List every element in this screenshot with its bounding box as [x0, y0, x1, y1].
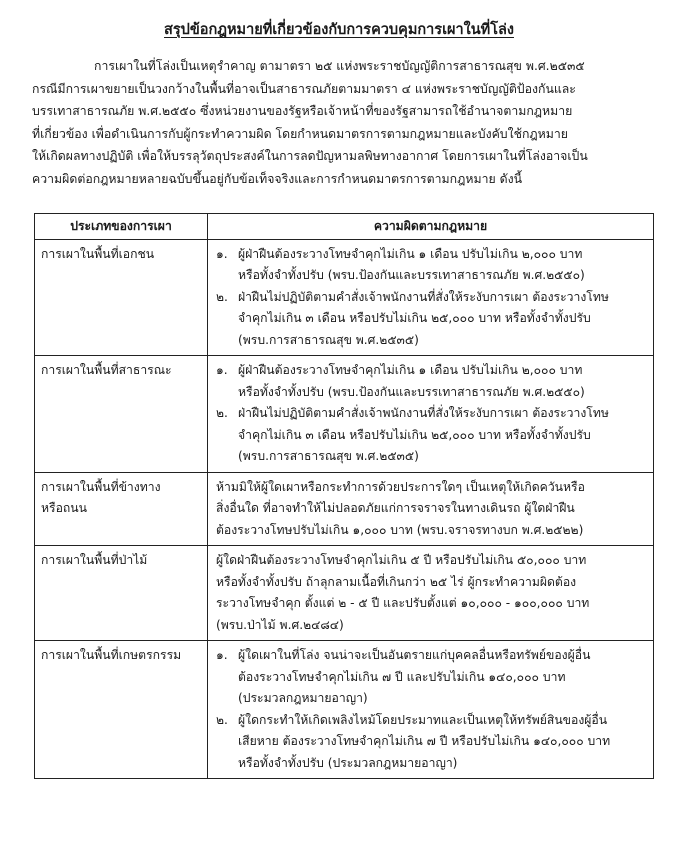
offense-line: หรือทั้งจำทั้งปรับ (ประมวลกฎหมายอาญา) [238, 755, 458, 770]
item-number: ๒. [216, 406, 228, 421]
offense-item [216, 287, 647, 352]
burn-type-line: หรือถนน [41, 500, 87, 515]
offense-cell [208, 472, 654, 546]
intro-line: การเผาในที่โล่งเป็นเหตุรำคาญ ตามาตรา ๒๕ แห่งพระราชบัญญัติการสาธารณสุข พ.ศ.๒๕๓๕ [94, 59, 585, 73]
offense-line: ผู้ใดฝ่าฝืนต้องระวางโทษจำคุกไม่เกิน ๕ ปี หรือปรับไม่เกิน ๕๐,๐๐๐ บาท [216, 553, 587, 568]
offense-line: หรือทั้งจำทั้งปรับ (พรบ.ป้องกันและบรรเทาสาธารณภัย พ.ศ.๒๕๕๐) [238, 384, 585, 399]
offense-item [216, 360, 647, 403]
table-row [35, 546, 654, 641]
offense-line: ผู้ฝ่าฝืนต้องระวางโทษจำคุกไม่เกิน ๑ เดือน ปรับไม่เกิน ๒,๐๐๐ บาท [238, 363, 583, 378]
offense-line: สิ่งอื่นใด ที่อาจทำให้ไม่ปลอดภัยแก่การจราจรในทางเดินรถ ผู้ใดฝ่าฝืน [216, 501, 575, 516]
offense-cell [208, 239, 654, 356]
offense-line: ต้องระวางโทษปรับไม่เกิน ๑,๐๐๐ บาท (พรบ.จราจรทางบก พ.ศ.๒๕๒๒) [216, 522, 584, 537]
offense-line: ผู้ใดเผาในที่โล่ง จนน่าจะเป็นอันตรายแก่บุคคลอื่นหรือทรัพย์ของผู้อื่น [238, 648, 591, 663]
offense-line: (พรบ.ป่าไม้ พ.ศ.๒๔๘๔) [216, 617, 344, 632]
offense-line: ระวางโทษจำคุก ตั้งแต่ ๒ - ๕ ปี และปรับตั้งแต่ ๑๐,๐๐๐ - ๑๐๐,๐๐๐ บาท [216, 596, 590, 611]
law-summary-table [34, 213, 654, 780]
offense-cell [208, 356, 654, 473]
offense-line: (พรบ.การสาธารณสุข พ.ศ.๒๕๓๕) [238, 449, 419, 464]
header-burn-type: ประเภทของการเผา [35, 213, 208, 239]
document-title: สรุปข้อกฎหมายที่เกี่ยวข้องกับการควบคุมการเผาในที่โล่ง [164, 22, 514, 38]
item-number: ๒. [216, 712, 228, 727]
offense-line: หรือทั้งจำทั้งปรับ (พรบ.ป้องกันและบรรเทาสาธารณภัย พ.ศ.๒๕๕๐) [238, 268, 585, 283]
offense-cell [208, 546, 654, 641]
table-header-row [35, 213, 654, 239]
burn-type-cell: การเผาในพื้นที่สาธารณะ [35, 356, 208, 473]
offense-item [216, 244, 647, 287]
item-number: ๒. [216, 289, 228, 304]
offense-line: หรือทั้งจำทั้งปรับ ถ้าลุกลามเนื้อที่เกินกว่า ๒๕ ไร่ ผู้กระทำความผิดต้อง [216, 574, 577, 589]
intro-line: ความผิดต่อกฎหมายหลายฉบับขึ้นอยู่กับข้อเท็จจริงและการกำหนดมาตรการตามกฎหมาย ดังนี้ [32, 171, 522, 186]
offense-line: เสียหาย ต้องระวางโทษจำคุกไม่เกิน ๗ ปี หรือปรับไม่เกิน ๑๔๐,๐๐๐ บาท [238, 734, 611, 749]
burn-type-cell: การเผาในพื้นที่เกษตรกรรม [35, 641, 208, 779]
table-row [35, 472, 654, 546]
offense-line: (ประมวลกฎหมายอาญา) [238, 691, 368, 706]
burn-type-cell: การเผาในพื้นที่ป่าไม้ [35, 546, 208, 641]
intro-line: บรรเทาสาธารณภัย พ.ศ.๒๕๕๐ ซึ่งหน่วยงานของรัฐหรือเจ้าหน้าที่ของรัฐสามารถใช้อำนาจตามกฎหมาย [32, 104, 573, 119]
offense-line: ผู้ใดกระทำให้เกิดเพลิงไหม้โดยประมาทและเป็นเหตุให้ทรัพย์สินของผู้อื่น [238, 712, 608, 727]
offense-line: จำคุกไม่เกิน ๓ เดือน หรือปรับไม่เกิน ๒๕,๐๐๐ บาท หรือทั้งจำทั้งปรับ [238, 311, 591, 326]
offense-line: (พรบ.การสาธารณสุข พ.ศ.๒๕๓๕) [238, 332, 419, 347]
offense-cell [208, 641, 654, 779]
burn-type-cell [35, 472, 208, 546]
offense-line: ต้องระวางโทษจำคุกไม่เกิน ๗ ปี และปรับไม่เกิน ๑๔๐,๐๐๐ บาท [238, 669, 566, 684]
header-legal-offense: ความผิดตามกฎหมาย [208, 213, 654, 239]
offense-item [216, 403, 647, 468]
offense-line: ห้ามมิให้ผู้ใดเผาหรือกระทำการด้วยประการใดๆ เป็นเหตุให้เกิดควันหรือ [216, 479, 585, 494]
intro-line: กรณีมีการเผาขยายเป็นวงกว้างในพื้นที่อาจเป็นสาธารณภัยตามมาตรา ๔ แห่งพระราชบัญญัติป้องกันและ [32, 81, 576, 96]
item-number: ๑. [216, 246, 228, 261]
offense-line: ฝ่าฝืนไม่ปฏิบัติตามคำสั่งเจ้าพนักงานที่สั่งให้ระงับการเผา ต้องระวางโทษ [238, 406, 609, 421]
burn-type-cell: การเผาในพื้นที่เอกชน [35, 239, 208, 356]
intro-line: ที่เกี่ยวข้อง เพื่อดำเนินการกับผู้กระทำความผิด โดยกำหนดมาตรการตามกฎหมายและบังคับใช้กฎหมาย [32, 126, 568, 141]
table-row [35, 239, 654, 356]
offense-line: จำคุกไม่เกิน ๓ เดือน หรือปรับไม่เกิน ๒๕,๐๐๐ บาท หรือทั้งจำทั้งปรับ [238, 427, 591, 442]
item-number: ๑. [216, 363, 228, 378]
burn-type-line: การเผาในพื้นที่ข้างทาง [41, 479, 161, 494]
table-row [35, 641, 654, 779]
intro-line: ให้เกิดผลทางปฏิบัติ เพื่อให้บรรลุวัตถุประสงค์ในการลดปัญหามลพิษทางอากาศ โดยการเผาในที่โล่งอาจเป็น [32, 149, 588, 164]
table-row [35, 356, 654, 473]
offense-line: ฝ่าฝืนไม่ปฏิบัติตามคำสั่งเจ้าพนักงานที่สั่งให้ระงับการเผา ต้องระวางโทษ [238, 289, 609, 304]
offense-item [216, 645, 647, 710]
item-number: ๑. [216, 648, 228, 663]
intro-paragraph [32, 55, 646, 191]
offense-item [216, 710, 647, 775]
offense-line: ผู้ฝ่าฝืนต้องระวางโทษจำคุกไม่เกิน ๑ เดือน ปรับไม่เกิน ๒,๐๐๐ บาท [238, 246, 583, 261]
